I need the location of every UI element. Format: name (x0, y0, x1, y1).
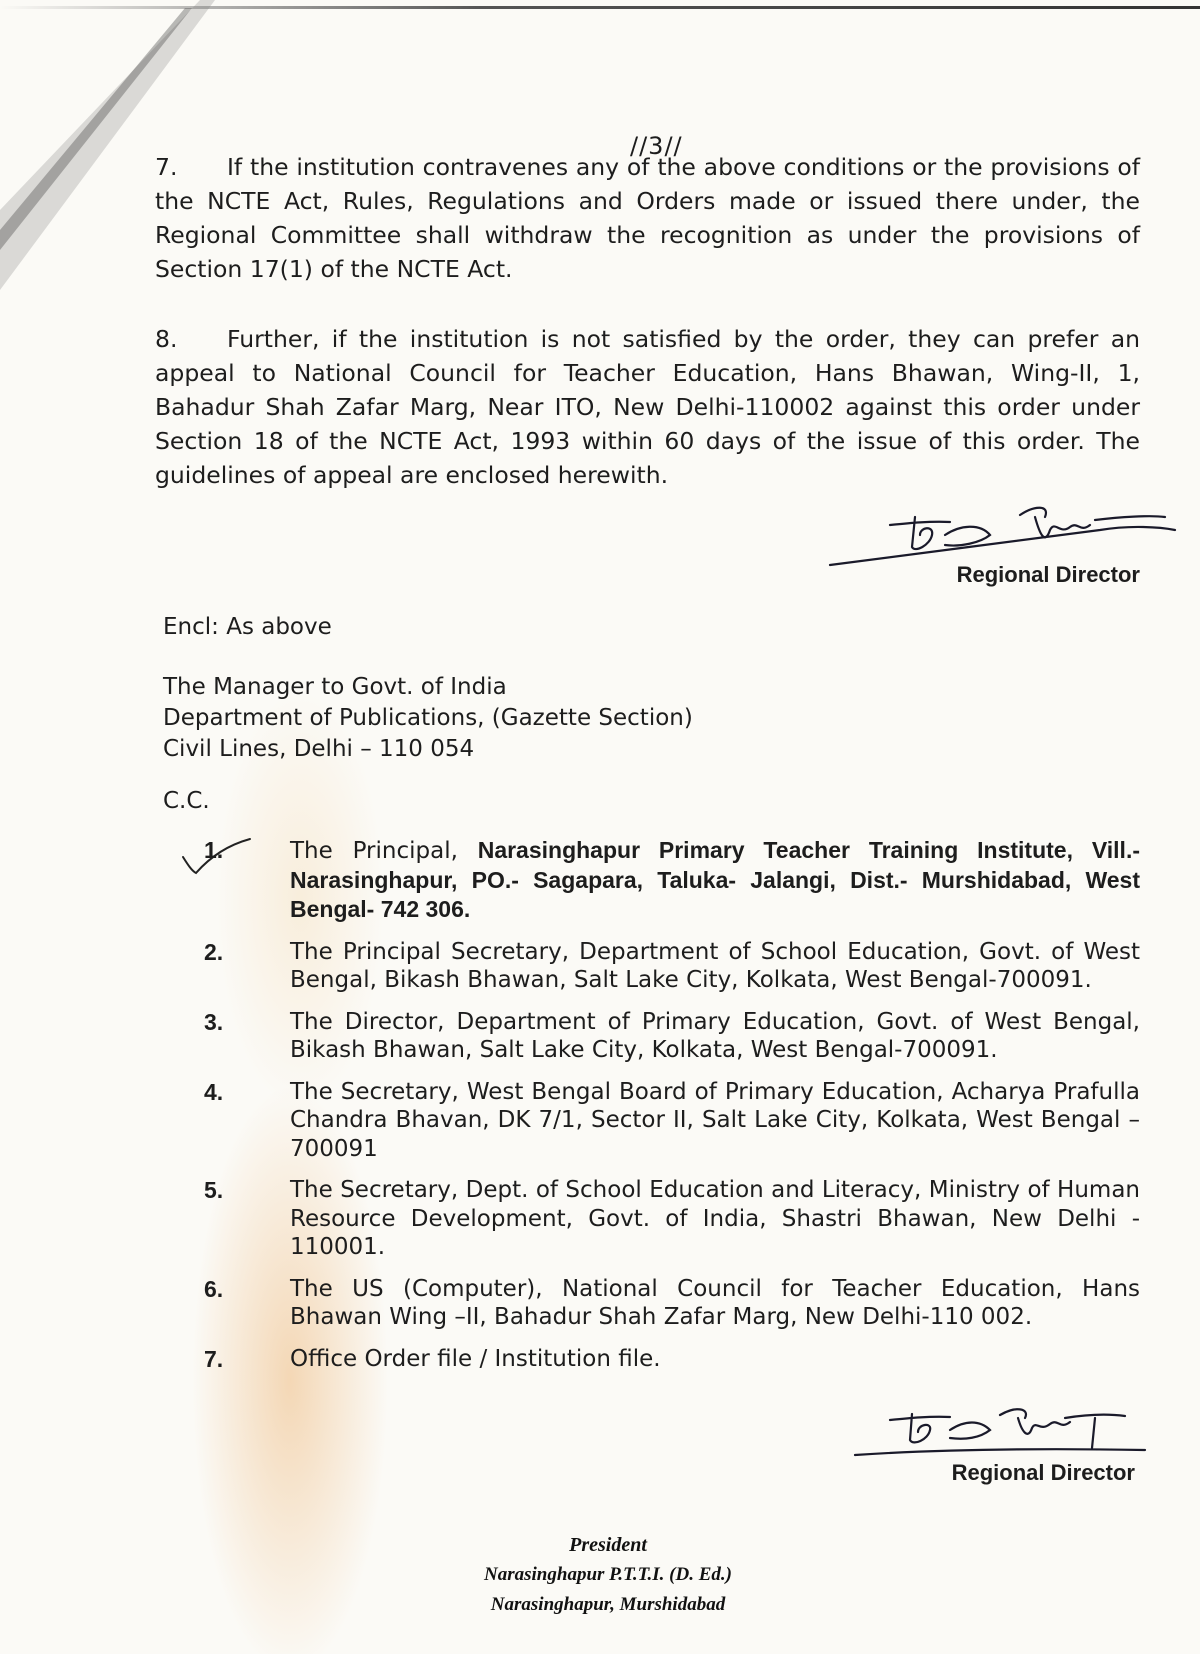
cc-item-number: 4. (204, 1078, 224, 1105)
cc-item (190, 1275, 1140, 1332)
page-number: //3// (630, 132, 683, 160)
cc-item-number: 2. (204, 938, 224, 965)
enclosure-note: Encl: As above (163, 614, 332, 640)
cc-item-text: The Principal Secretary, Department of School Education, Govt. of West Bengal, Bikash Bhawan, Salt Lake City, Kolkata, West Bengal-700091. (290, 938, 1140, 993)
cc-item-text: The Principal, Narasinghapur Primary Teacher Training Institute, Vill.- Narasinghapur, PO.- Sagapara, Taluka- Jalangi, Dist.- Murshidabad, West Bengal- 742 306. (290, 837, 1141, 922)
address-line: Department of Publications, (Gazette Section) (163, 705, 693, 731)
institution-stamp (468, 1530, 748, 1620)
cc-label: C.C. (163, 788, 210, 814)
paragraph-7 (155, 150, 1140, 286)
paragraph-number: 8. (155, 325, 178, 353)
paragraph-8 (155, 322, 1140, 492)
cc-item-number: 1. (204, 837, 224, 863)
cc-list (190, 836, 1140, 1386)
cc-item-number: 6. (204, 1275, 224, 1302)
signature-block-1 (820, 562, 1140, 588)
signatory-title: Regional Director (956, 562, 1140, 587)
paragraph-text: If the institution contravenes any of the above conditions or the provisions of the NCTE Act, Rules, Regulations and Orders made or issued there under, the Regional Committee shall withdraw the recognition as under the provisions of Section 17(1) of the NCTE Act. (155, 153, 1140, 283)
cc-item-text: The Secretary, West Bengal Board of Primary Education, Acharya Prafulla Chandra Bhavan, DK 7/1, Sector II, Salt Lake City, Kolkata, West Bengal –700091 (290, 1078, 1140, 1162)
cc-item-text: Office Order file / Institution file. (290, 1345, 661, 1372)
paragraph-text: Further, if the institution is not satisfied by the order, they can prefer an appeal to National Council for Teacher Education, Hans Bhawan, Wing-II, 1, Bahadur Shah Zafar Marg, Near ITO, New Delhi-110002 against this order under Section 18 of the NCTE Act, 1993 within 60 days of the issue of this order. The guidelines of appeal are enclosed herewith. (155, 325, 1140, 489)
cc-item (190, 938, 1140, 995)
cc-item-number: 5. (204, 1177, 224, 1203)
cc-item-number: 7. (204, 1345, 224, 1372)
cc-item (190, 1078, 1140, 1164)
cc-item-number: 3. (204, 1008, 224, 1035)
cc-item (190, 1176, 1140, 1262)
address-line: Civil Lines, Delhi – 110 054 (163, 736, 475, 762)
paragraph-number: 7. (155, 153, 178, 181)
cc-item (190, 1008, 1140, 1065)
address-line: The Manager to Govt. of India (163, 674, 507, 700)
cc-item-text: The Secretary, Dept. of School Education and Literacy, Ministry of Human Resource Development, Govt. of India, Shastri Bhawan, New Delhi - 110001. (290, 1177, 1140, 1260)
signature-block-2 (815, 1460, 1135, 1486)
stamp-line: Narasinghapur P.T.T.I. (D. Ed.) (484, 1564, 732, 1585)
signatory-title: Regional Director (951, 1460, 1135, 1485)
stamp-line: Narasinghapur, Murshidabad (490, 1594, 726, 1615)
addressee-block (163, 672, 693, 765)
stamp-line: President (569, 1534, 647, 1556)
cc-item-text: The Director, Department of Primary Education, Govt. of West Bengal, Bikash Bhawan, Salt Lake City, Kolkata, West Bengal-700091. (290, 1008, 1140, 1063)
cc-item (190, 836, 1140, 925)
cc-item (190, 1345, 1140, 1374)
cc-item-text: The US (Computer), National Council for Teacher Education, Hans Bhawan Wing –II, Bahadur Shah Zafar Marg, New Delhi-110 002. (290, 1275, 1140, 1330)
